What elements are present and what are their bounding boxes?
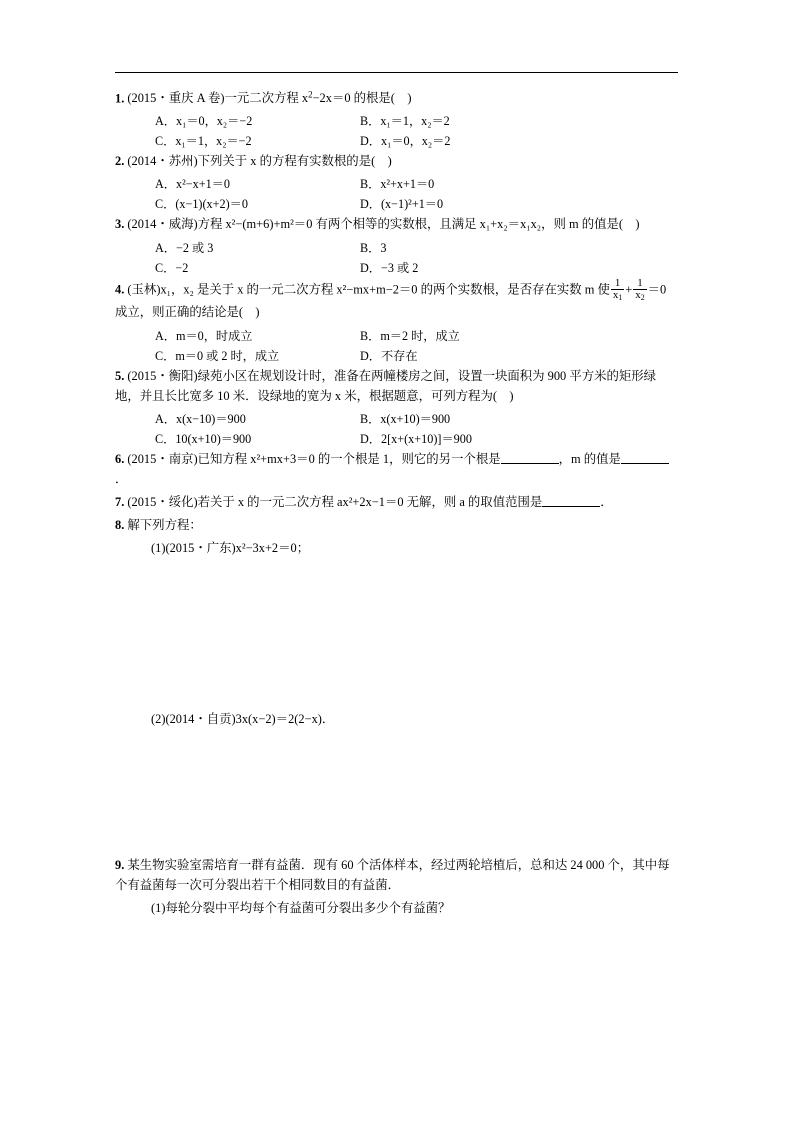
question-4-option-c[interactable]: C．m＝0 或 2 时，成立 [155,348,280,363]
question-2-option-b[interactable]: B．x²+x+1＝0 [360,177,435,192]
question-3-options [155,238,678,278]
question-3-option-d[interactable]: D．−3 或 2 [360,260,419,275]
question-1-stem-pre: (2015・重庆 A 卷)一元二次方程 x [127,91,309,106]
question-2-option-a[interactable]: A．x²−x+1＝0 [155,177,230,192]
question-8 [115,515,678,535]
answer-blank[interactable] [542,494,600,507]
question-4-stem-tail: ＝0 成立，则正确的结论是( ) [115,282,667,320]
header-rule [115,72,678,73]
option-row [155,429,678,449]
question-4-number: 4. [115,282,125,297]
question-5-option-d[interactable]: D．2[x+(x+10)]＝900 [360,431,472,446]
question-9-number: 9. [115,858,125,873]
question-4-option-b[interactable]: B．m＝2 时，成立 [360,328,460,343]
question-1-stem-mid: −2x＝0 的根是( [312,91,395,106]
question-1-option-d[interactable]: D．x₁＝0，x₂＝2 [360,134,451,149]
question-8-part-1: (1)(2015・广东)x²−3x+2＝0； [151,541,310,556]
question-9-stem: 某生物实验室需培育一群有益菌．现有 60 个活体样本，经过两轮培植后，总和达 24 000 个，其中每个有益菌每一次可分裂出若干个相同数目的有益菌． [115,858,670,893]
question-7 [115,492,678,512]
question-4-stem: (玉林)x₁，x₂ 是关于 x 的一元二次方程 x²−mx+m−2＝0 的两个实数根，是否存在实数 m 使 [127,282,610,297]
question-3-number: 3. [115,217,125,232]
question-9-part-1-workspace[interactable] [115,920,678,975]
question-2 [115,151,678,171]
fraction-one-over-x2: $\frac{1}{x_2}$ [635,276,645,303]
answer-blank[interactable] [501,451,559,464]
question-5-options [155,409,678,449]
question-1-stem-post: ) [407,91,412,106]
question-9-part-1: (1)每轮分裂中平均每个有益菌可分裂出多少个有益菌？ [151,901,451,916]
question-2-stem: (2014・苏州)下列关于 x 的方程有实数根的是( ) [127,154,392,169]
option-row [155,258,678,278]
question-5-stem: (2015・衡阳)绿苑小区在规划设计时，准备在两幢楼房之间，设置一块面积为 900 平方米的矩形绿地，并且长比宽多 10 米．设绿地的宽为 x 米，根据题意，可列方程为( ) [115,368,657,403]
question-1-stem [127,91,411,105]
question-2-options [155,174,678,214]
question-7-number: 7. [115,494,125,509]
question-6-stem-b: ，m 的值是 [558,451,621,466]
option-row [155,326,678,346]
option-row [155,174,678,194]
question-7-stem-b: ． [600,494,613,509]
question-4-option-d[interactable]: D．不存在 [360,348,418,363]
question-4-options [155,326,678,366]
question-8-part-1-workspace[interactable] [115,559,678,709]
question-4: 4. (玉林)x₁，x₂ 是关于 x 的一元二次方程 x²−mx+m−2＝0 的两个实数根，是否存在实数 m 使 $\frac{1}{x_1}$ + $\frac{1}{x_2}$ ＝0 成立，则正确的结论是( ) [115,276,667,320]
question-2-option-d[interactable]: D．(x−1)²+1＝0 [360,197,444,212]
question-1-option-a[interactable]: A．x₁＝0，x₂＝−2 [155,114,253,129]
question-3-option-b[interactable]: B．3 [360,240,387,255]
question-2-option-c[interactable]: C．(x−1)(x+2)＝0 [155,197,248,212]
question-1-option-c[interactable]: C．x₁＝1，x₂＝−2 [155,134,252,149]
option-row [155,194,678,214]
question-4-option-a[interactable]: A．m＝0，时成立 [155,328,253,343]
question-5 [115,366,678,406]
question-1-option-b[interactable]: B．x₁＝1，x₂＝2 [360,114,450,129]
question-3-option-a[interactable]: A．−2 或 3 [155,240,214,255]
fraction-one-over-x1: $\frac{1}{x_1}$ [612,276,623,303]
question-5-option-a[interactable]: A．x(x−10)＝900 [155,411,246,426]
option-row [155,111,678,131]
answer-blank[interactable] [621,451,669,464]
question-5-option-b[interactable]: B．x(x+10)＝900 [360,411,451,426]
questions-container [115,88,678,975]
question-1-number: 1. [115,91,125,106]
question-6 [115,449,678,489]
question-1 [115,88,678,108]
option-row [155,346,678,366]
question-6-stem-c: ． [115,471,128,486]
question-5-option-c[interactable]: C．10(x+10)＝900 [155,431,252,446]
question-7-stem-a: (2015・绥化)若关于 x 的一元二次方程 ax²+2x−1＝0 无解，则 a 的取值范围是 [127,494,543,509]
question-8-number: 8. [115,518,125,532]
question-5-number: 5. [115,368,125,383]
option-row [155,409,678,429]
question-1-exponent: 2 [308,90,313,100]
question-2-number: 2. [115,154,125,169]
question-9 [115,855,678,895]
question-3-option-c[interactable]: C．−2 [155,260,189,275]
option-row [155,131,678,151]
question-3-stem: (2014・威海)方程 x²−(m+6)+m²＝0 有两个相等的实数根，且满足 x₁+x₂＝x₁x₂，则 m 的值是( ) [127,217,640,232]
question-3 [115,214,678,234]
question-8-stem: 解下列方程： [127,518,202,532]
question-6-stem-a: (2015・南京)已知方程 x²+mx+3＝0 的一个根是 1，则它的另一个根是 [127,451,501,466]
question-6-number: 6. [115,451,125,466]
question-1-options [155,111,678,151]
question-8-part-2-workspace[interactable] [115,730,678,855]
option-row [155,238,678,258]
question-8-part-2: (2)(2014・自贡)3x(x−2)＝2(2−x)． [151,712,335,727]
